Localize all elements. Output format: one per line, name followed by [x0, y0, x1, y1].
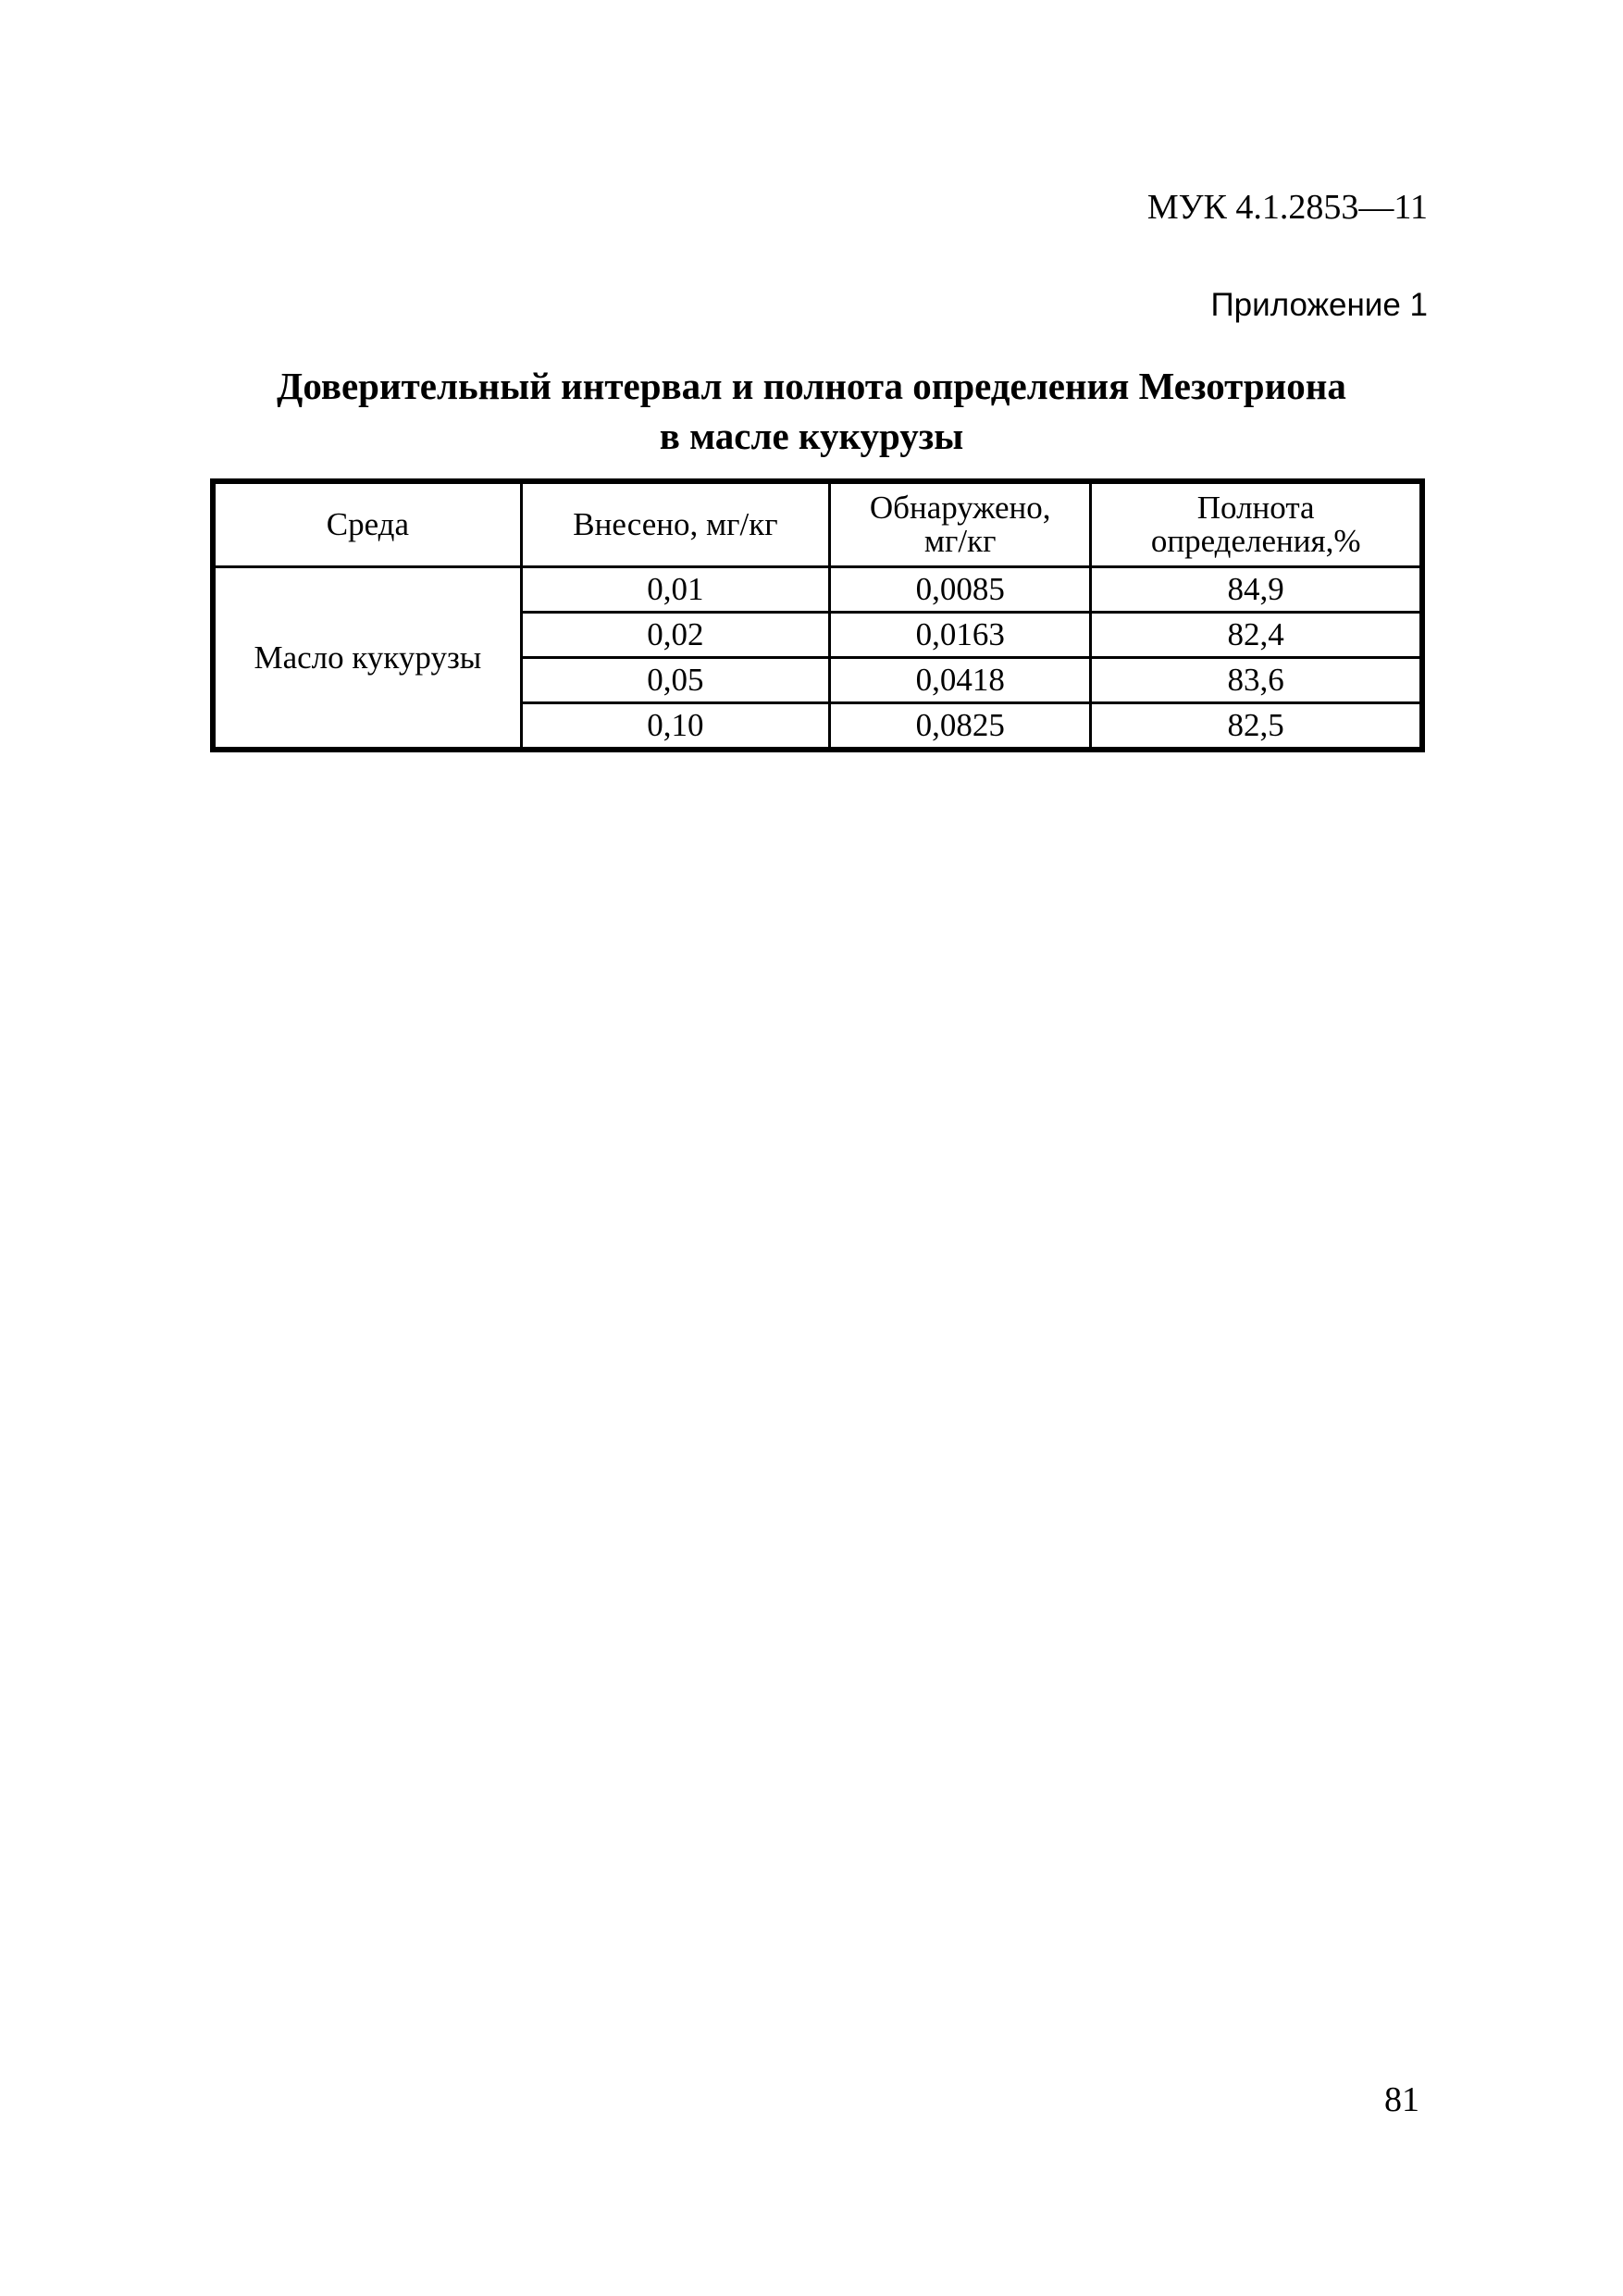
column-header-found-line-2: мг/кг — [923, 523, 997, 559]
added-cell: 0,01 — [521, 567, 829, 613]
added-cell: 0,05 — [521, 658, 829, 703]
recovery-cell: 83,6 — [1091, 658, 1422, 703]
medium-cell: Масло кукурузы — [213, 567, 521, 751]
page-number: 81 — [1384, 2080, 1419, 2119]
recovery-cell: 82,5 — [1091, 703, 1422, 751]
column-header-recovery — [1091, 481, 1422, 567]
column-header-medium — [213, 481, 521, 567]
recovery-cell: 82,4 — [1091, 613, 1422, 658]
table-row — [213, 567, 1422, 613]
column-header-added — [521, 481, 829, 567]
column-header-found-line-1: Обнаружено, — [869, 490, 1051, 526]
found-cell: 0,0418 — [830, 658, 1091, 703]
title-line-2: в масле кукурузы — [659, 415, 964, 457]
column-header-added-label: Внесено, мг/кг — [573, 506, 778, 542]
appendix-label: Приложение 1 — [1210, 287, 1428, 323]
found-cell: 0,0825 — [830, 703, 1091, 751]
found-cell: 0,0085 — [830, 567, 1091, 613]
column-header-recovery-line-2: определения,% — [1150, 523, 1361, 559]
column-header-found — [830, 481, 1091, 567]
added-cell: 0,02 — [521, 613, 829, 658]
table-header-row — [213, 481, 1422, 567]
recovery-table-container — [210, 478, 1425, 752]
column-header-recovery-line-1: Полнота — [1196, 490, 1315, 526]
recovery-table — [210, 478, 1425, 752]
column-header-medium-label: Среда — [326, 506, 410, 542]
document-code: МУК 4.1.2853—11 — [1146, 188, 1428, 227]
page-title — [0, 361, 1623, 461]
added-cell: 0,10 — [521, 703, 829, 751]
title-line-1: Доверительный интервал и полнота определения Мезотриона — [277, 365, 1346, 407]
recovery-cell: 84,9 — [1091, 567, 1422, 613]
found-cell: 0,0163 — [830, 613, 1091, 658]
